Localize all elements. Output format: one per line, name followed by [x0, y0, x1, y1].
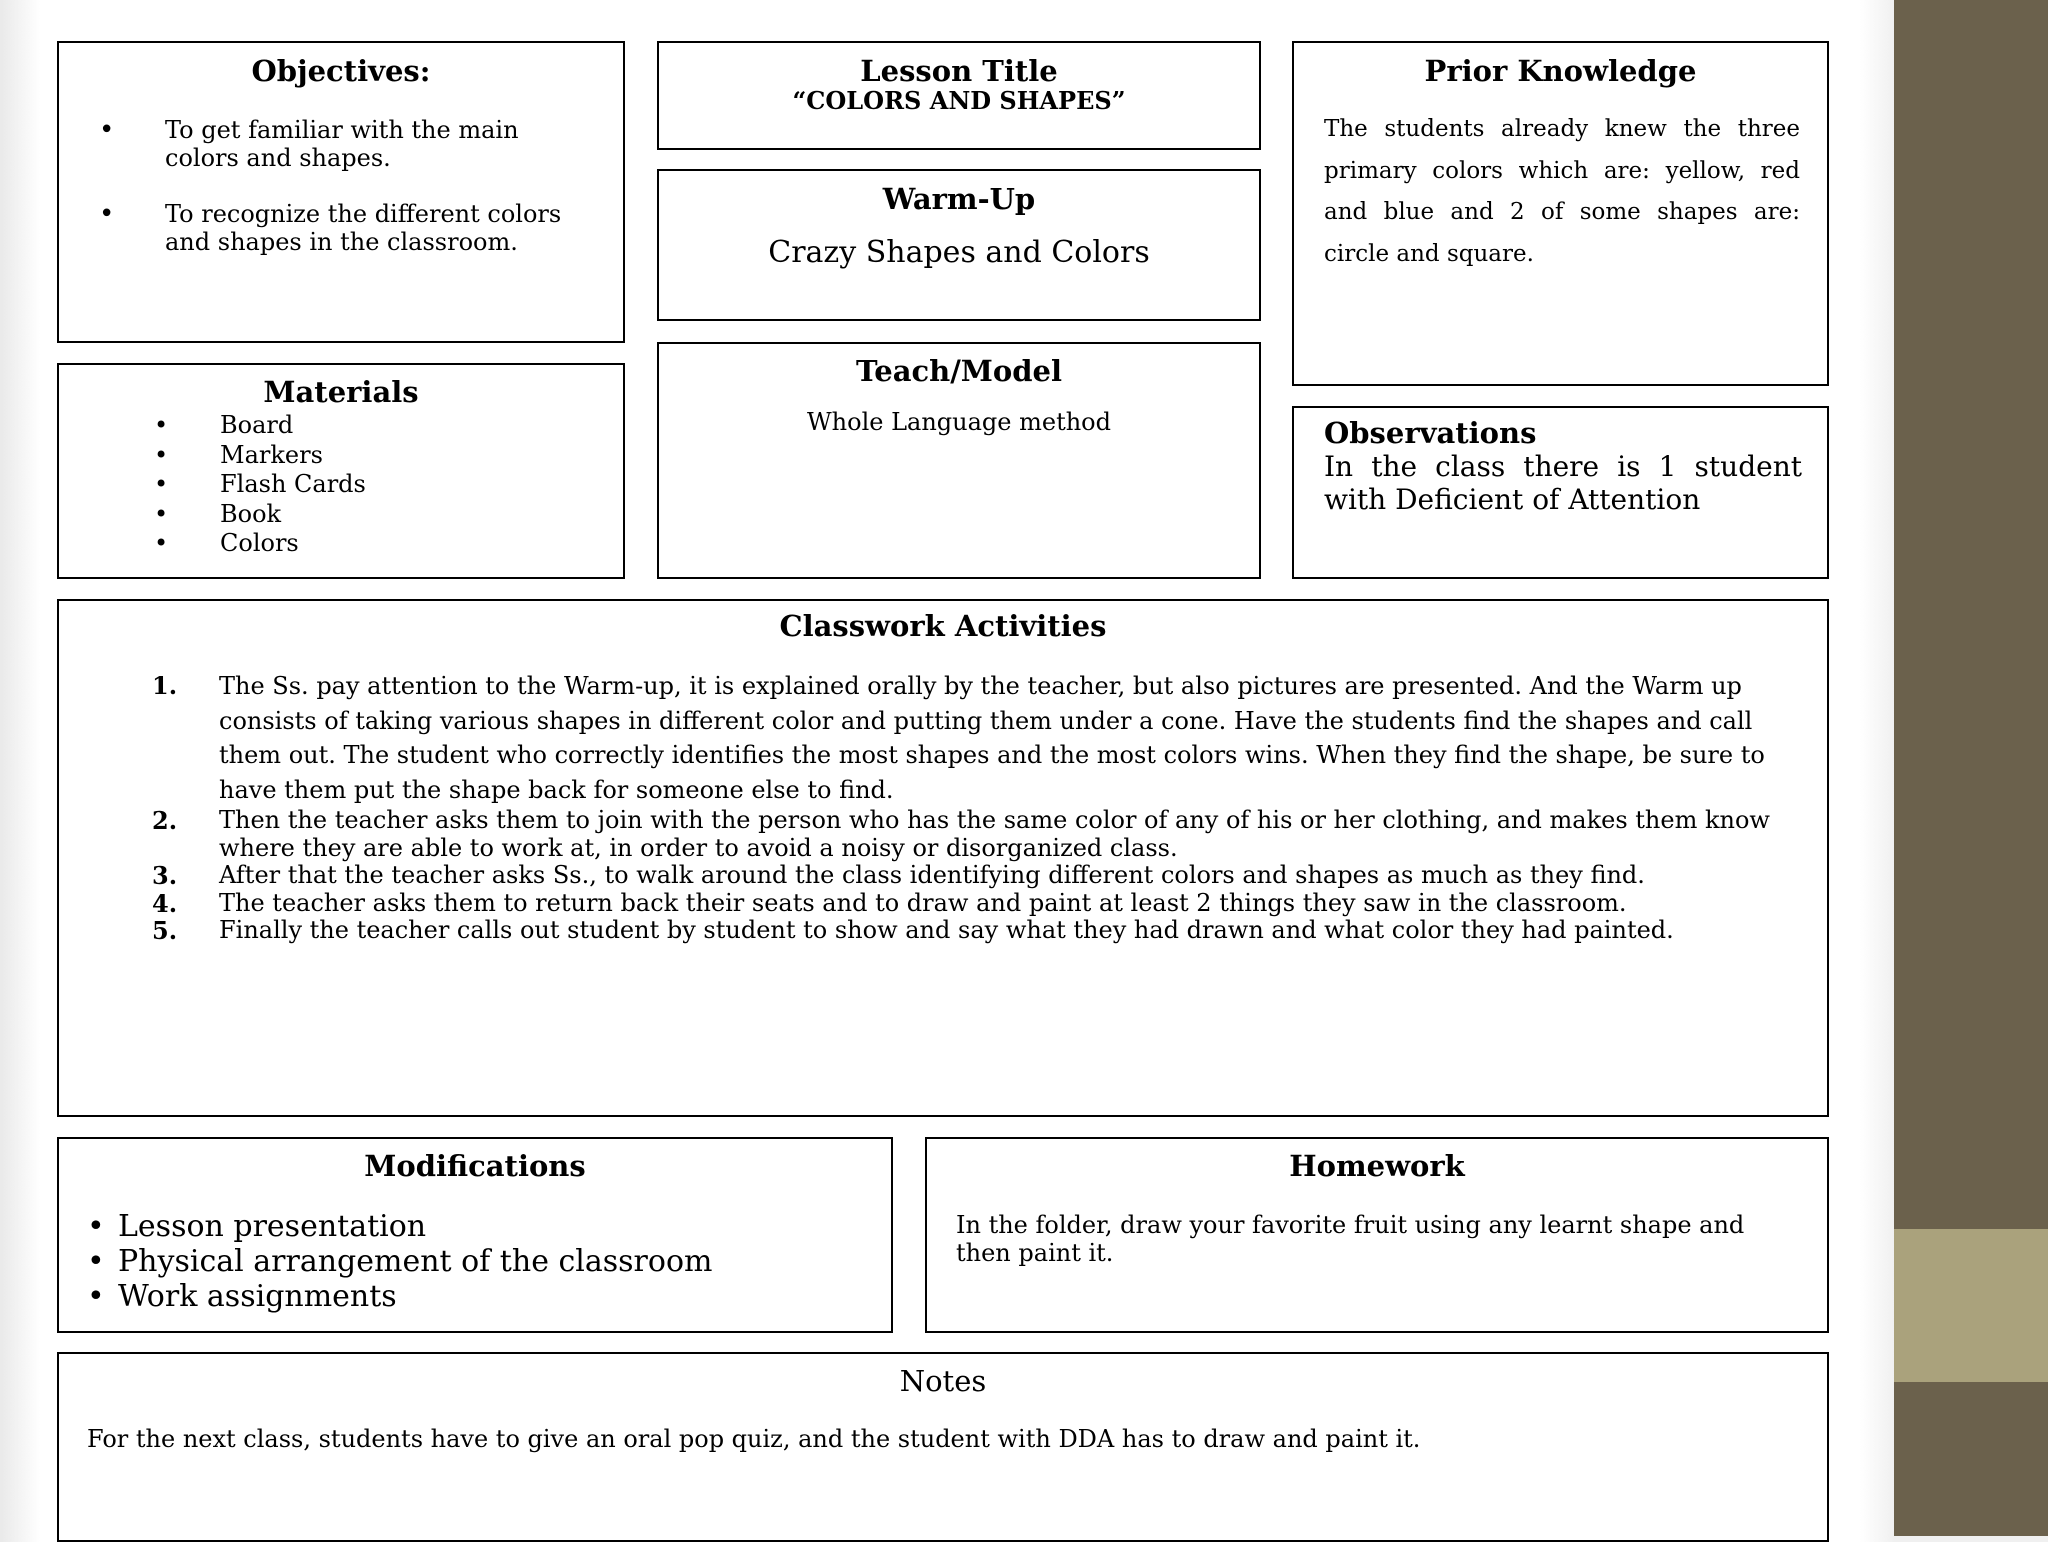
- material-item: • Flash Cards: [220, 470, 623, 500]
- side-band-middle: [1894, 1229, 2048, 1382]
- classwork-item-text: The Ss. pay attention to the Warm-up, it is explained orally by the teacher, but also pictures are presented. And the Warm up consists of taking various shapes in different color and putting them under a cone. Have the students find the shapes and call them out. The student who correctly identifies the most shapes and the most colors wins. When they find the shape, be sure to have them put the shape back for someone else to find.: [219, 672, 1765, 804]
- notes-box: [57, 1352, 1829, 1542]
- classwork-item-number: 3.: [152, 861, 178, 890]
- classwork-item-number: 4.: [152, 888, 178, 918]
- material-item: • Book: [220, 500, 623, 530]
- lesson-title-heading: Lesson Title: [860, 54, 1058, 88]
- teach-model-title: Teach/Model: [855, 354, 1063, 388]
- lesson-name: “COLORS AND SHAPES”: [792, 86, 1126, 115]
- warmup-text: Crazy Shapes and Colors: [768, 235, 1150, 270]
- teach-model-box: [657, 342, 1261, 579]
- classwork-activities-box: [57, 599, 1829, 1117]
- modification-item: • Physical arrangement of the classroom: [118, 1244, 891, 1279]
- classwork-item: [152, 861, 1797, 890]
- lesson-title-box: [657, 41, 1261, 150]
- materials-list: [59, 411, 623, 559]
- classwork-item-text: After that the teacher asks Ss., to walk around the class identifying different colors and shapes as much as they find.: [219, 861, 1645, 889]
- observations-text: In the class there is 1 student with Deficient of Attention: [1324, 450, 1802, 516]
- objective-item: • To get familiar with the main colors and shapes.: [165, 116, 565, 172]
- homework-title: Homework: [1289, 1149, 1465, 1183]
- materials-title: Materials: [263, 375, 419, 409]
- side-band-bottom: [1894, 1382, 2048, 1536]
- classwork-item: [152, 669, 1797, 807]
- material-item: • Markers: [220, 441, 623, 471]
- side-band-top: [1894, 0, 2048, 1229]
- objective-item: • To recognize the different colors and shapes in the classroom.: [165, 200, 565, 256]
- classwork-item-text: Then the teacher asks them to join with the person who has the same color of any of his or her clothing, and makes them know where they are able to work at, in order to avoid a noisy or disorganized class.: [219, 806, 1770, 862]
- homework-text: In the folder, draw your favorite fruit using any learnt shape and then paint it.: [956, 1211, 1745, 1267]
- classwork-item-number: 1.: [152, 671, 178, 700]
- classwork-item-number: 2.: [152, 806, 178, 835]
- modification-item: • Work assignments: [118, 1279, 891, 1314]
- classwork-item: [152, 888, 1797, 918]
- classwork-item-text: The teacher asks them to return back their seats and to draw and paint at least 2 things they saw in the classroom.: [219, 888, 1627, 917]
- prior-knowledge-text: The students already knew the three primary colors which are: yellow, red and blue and 2 of some shapes are: circle and square.: [1324, 116, 1800, 267]
- classwork-item-number: 5.: [152, 916, 178, 945]
- classwork-list: [59, 669, 1827, 945]
- notes-text: For the next class, students have to give an oral pop quiz, and the student with DDA has to draw and paint it.: [87, 1425, 1421, 1453]
- classwork-item: [152, 916, 1797, 945]
- prior-knowledge-box: [1292, 41, 1829, 386]
- objectives-box: [57, 41, 625, 343]
- observations-title: Observations: [1324, 416, 1537, 450]
- modification-item: • Lesson presentation: [118, 1209, 891, 1244]
- material-item: • Board: [220, 411, 623, 441]
- modifications-title: Modifications: [364, 1149, 586, 1183]
- classwork-item-text: Finally the teacher calls out student by student to show and say what they had drawn and what color they had painted.: [219, 916, 1674, 944]
- warmup-box: [657, 169, 1261, 321]
- classwork-item: [152, 806, 1797, 862]
- notes-title: Notes: [899, 1364, 987, 1398]
- teach-model-text: Whole Language method: [807, 408, 1111, 436]
- classwork-title: Classwork Activities: [779, 609, 1107, 643]
- prior-knowledge-title: Prior Knowledge: [1424, 54, 1697, 88]
- observations-box: [1292, 406, 1829, 579]
- objectives-title: Objectives:: [251, 54, 431, 88]
- objectives-list: [59, 116, 623, 256]
- warmup-title: Warm-Up: [882, 182, 1036, 216]
- modifications-list: [59, 1209, 891, 1314]
- materials-box: [57, 363, 625, 579]
- modifications-box: [57, 1137, 893, 1333]
- material-item: • Colors: [220, 529, 623, 559]
- homework-box: [925, 1137, 1829, 1333]
